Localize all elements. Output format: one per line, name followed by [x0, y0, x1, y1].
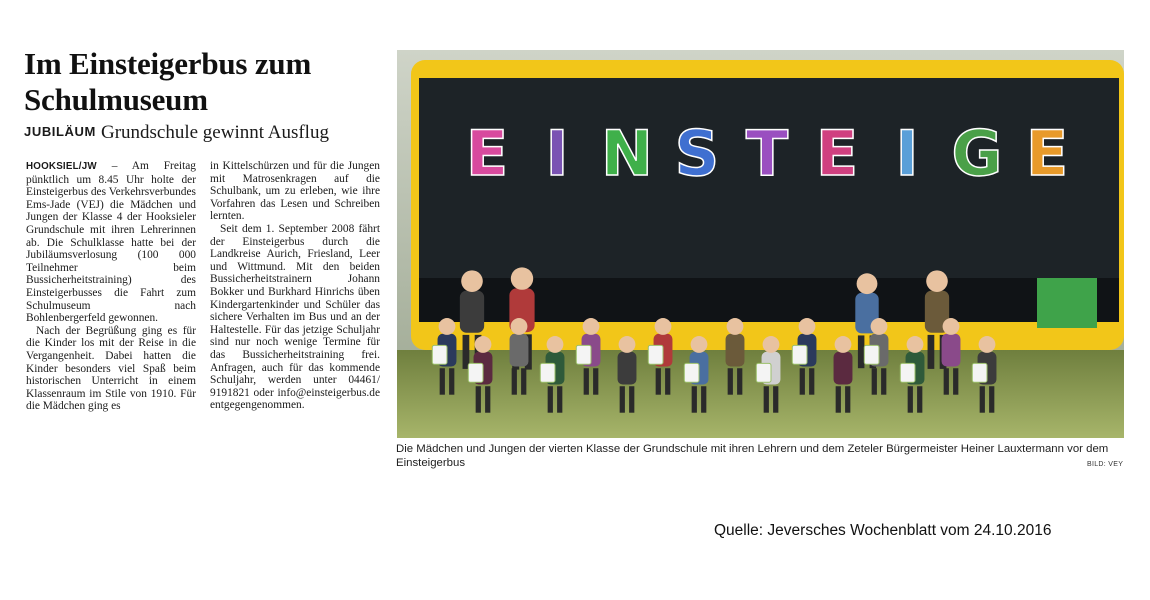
person-head	[655, 318, 672, 335]
person-leg	[692, 386, 697, 412]
person-leg	[858, 335, 865, 368]
person-head	[857, 273, 878, 294]
gift-bag	[432, 345, 447, 364]
article-column-1	[26, 160, 196, 413]
person-leg	[773, 386, 778, 412]
person-leg	[656, 368, 661, 394]
bus-letter: G	[951, 117, 1003, 190]
gift-bag	[792, 345, 807, 364]
person-head	[439, 318, 456, 335]
person-leg	[872, 368, 877, 394]
person-leg	[701, 386, 706, 412]
person-leg	[737, 368, 742, 394]
article-headline: Im Einsteigerbus zum Schulmuseum	[24, 46, 312, 117]
person-leg	[449, 368, 454, 394]
gift-bag	[756, 363, 771, 382]
person-head	[763, 336, 780, 353]
bus-letter: S	[674, 117, 720, 190]
gift-bag	[900, 363, 915, 382]
bus-letter: I	[895, 117, 919, 190]
photo-credit: BILD: VEY	[1087, 461, 1124, 468]
bus-letter: E	[815, 117, 859, 190]
gift-bag	[468, 363, 483, 382]
person-head	[835, 336, 852, 353]
article-paragraph: Nach der Begrüßung ging es für die Kinder los mit der Reise in die Vergangenheit. Dabei hatten die Kinder besonders viel Spaß beim historischen Unterricht in einem Klassenraum im Stile von 1910. Für die Mädchen ging es	[26, 324, 196, 413]
person-head	[907, 336, 924, 353]
gift-bag	[648, 345, 663, 364]
article-photo	[397, 50, 1124, 438]
source-note: Quelle: Jeversches Wochenblatt vom 24.10.2016	[714, 522, 1052, 539]
person-leg	[980, 386, 985, 412]
article-dateline: HOOKSIEL/JW	[26, 161, 97, 172]
person-leg	[836, 386, 841, 412]
person-leg	[665, 368, 670, 394]
article-subheadline: Grundschule gewinnt Ausflug	[100, 122, 329, 143]
person-leg	[548, 386, 553, 412]
bus-letter: E	[1025, 117, 1069, 190]
gift-bag	[576, 345, 591, 364]
person-leg	[593, 368, 598, 394]
person-body	[460, 291, 484, 333]
person-head	[691, 336, 708, 353]
person-head	[475, 336, 492, 353]
gift-bag	[684, 363, 699, 382]
person-leg	[728, 368, 733, 394]
person-head	[799, 318, 816, 335]
person-body	[510, 334, 529, 367]
article-paragraph: Seit dem 1. September 2008 fährt der Einsteigerbus durch die Landkreise Aurich, Friesland, Leer und Wittmund. Mit den beiden Bussicherheitstrainern Johann Bokker und Burkhard Hinrichs üben Kindergartenkinder und Schüler das sichere Verhalten im Bus und an der Haltestelle. Für das jetzige Schuljahr sind nur noch wenige Termine für das Bussicherheitstraining frei. Anfragen, auch für das kommende Schuljahr, werden unter 04461/ 9191821 oder info@einsteigerbus.de entgegengenommen.	[210, 222, 380, 412]
photo-illustration	[397, 50, 1124, 438]
person-body	[834, 352, 853, 385]
person-head	[871, 318, 888, 335]
person-leg	[485, 386, 490, 412]
person-leg	[800, 368, 805, 394]
person-head	[943, 318, 960, 335]
person-head	[926, 270, 948, 292]
person-head	[583, 318, 600, 335]
person-head	[619, 336, 636, 353]
person-leg	[620, 386, 625, 412]
person-head	[511, 318, 528, 335]
person-leg	[953, 368, 958, 394]
bus-letter: N	[601, 117, 653, 190]
person-body	[726, 334, 745, 367]
gift-bag	[972, 363, 987, 382]
person-leg	[764, 386, 769, 412]
article-paragraph: in Kittelschürzen und für die Jungen mit Matrosenkragen auf die Schulbank, um zu erleben, wie ihre Vorfahren das Lesen und Schreiben lernten.	[210, 160, 380, 223]
person-head	[727, 318, 744, 335]
person-leg	[944, 368, 949, 394]
bus-arrow-decal	[1037, 278, 1097, 328]
photo-caption: Die Mädchen und Jungen der vierten Klasse der Grundschule mit ihren Lehrern und dem Zeteler Bürgermeister Heiner Lauxtermann vor dem Einsteigerbus	[396, 443, 1109, 469]
person-leg	[557, 386, 562, 412]
person-leg	[845, 386, 850, 412]
person-head	[461, 270, 483, 292]
person-leg	[989, 386, 994, 412]
person-leg	[908, 386, 913, 412]
person-leg	[629, 386, 634, 412]
gift-bag	[864, 345, 879, 364]
article-kicker: JUBILÄUM	[24, 124, 96, 139]
person-body	[942, 334, 961, 367]
gift-bag	[540, 363, 555, 382]
person-head	[979, 336, 996, 353]
person-leg	[881, 368, 886, 394]
article-column-2	[210, 160, 380, 412]
person-leg	[521, 368, 526, 394]
article-paragraph-text: – Am Freitag pünktlich um 8.45 Uhr holte der Einsteigerbus des Verkehrsverbundes Ems-Jade (VEJ) die Mädchen und Jungen der Klasse 4 der Hooksieler Grundschule mit ihren Lehrerinnen ab. Die Schulklasse hatte bei der Jubiläumsverlosung (100 000 Teilnehmer beim Bussicherheitstraining) des Einsteigerbusses die Fahrt zum Schulmuseum nach Bohlenbergerfeld gewonnen.	[26, 160, 196, 325]
person-leg	[584, 368, 589, 394]
person-leg	[512, 368, 517, 394]
person-leg	[809, 368, 814, 394]
bus-letter: I	[545, 117, 569, 190]
person-leg	[476, 386, 481, 412]
person-leg	[917, 386, 922, 412]
person-leg	[928, 335, 935, 369]
person-head	[511, 267, 533, 289]
article-subheadline-row	[24, 121, 394, 144]
person-leg	[440, 368, 445, 394]
person-body	[618, 352, 637, 385]
bus-letter: T	[745, 117, 789, 190]
bus-lettering	[466, 117, 1068, 190]
person-head	[547, 336, 564, 353]
article-paragraph	[26, 160, 196, 325]
bus-letter: E	[465, 117, 509, 190]
